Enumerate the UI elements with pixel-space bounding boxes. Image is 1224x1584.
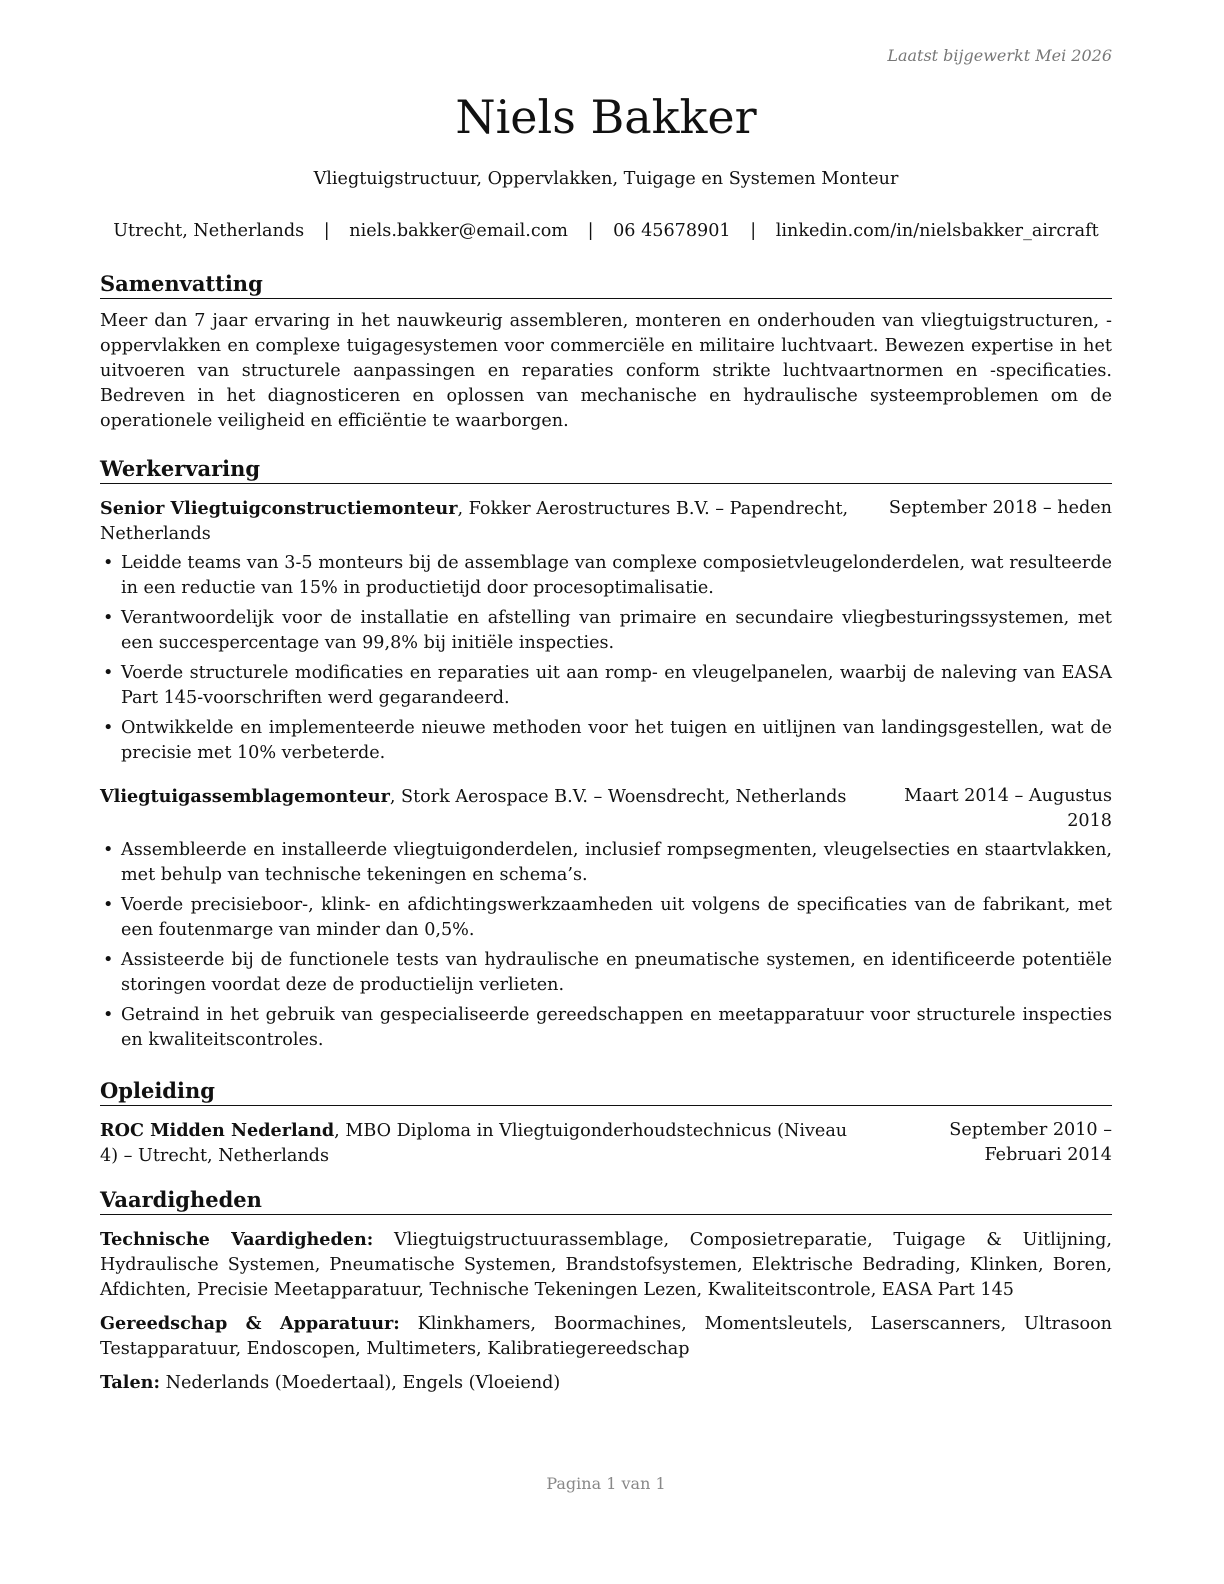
section-title-summary: Samenvatting (100, 270, 1112, 299)
job-dates: Maart 2014 – Augustus 2018 (904, 786, 1112, 831)
candidate-name: Niels Bakker (455, 90, 757, 144)
list-item: • Assembleerde en installeerde vliegtuigonderdelen, inclusief rompsegmenten, vleugelsecties en staartvlakken, met behulp van technische tekeningen en schema’s. (100, 838, 1112, 888)
job-header (100, 784, 1112, 834)
job-subtitle: Vliegtuigstructuur, Oppervlakken, Tuigage en Systemen Monteur (313, 169, 899, 189)
list-item: • Verantwoordelijk voor de installatie en afstelling van primaire en secundaire vliegbesturingssystemen, met een succespercentage van 99,8% bij initiële inspecties. (100, 606, 1112, 656)
skill-label: Talen: (100, 1372, 160, 1393)
skill-row (100, 1311, 1112, 1362)
job-entry (100, 496, 1112, 766)
skill-row (100, 1370, 1112, 1396)
page-number: Pagina 1 van 1 (546, 1474, 666, 1493)
skill-value: Klinkhamers, Boormachines, Momentsleutels, Laserscanners, Ultrasoon Testapparatuur, Endoscopen, Multimeters, Kalibratiegereedschap (100, 1314, 1112, 1359)
education-school: ROC Midden Nederland (100, 1120, 335, 1141)
list-item: • Ontwikkelde en implementeerde nieuwe methoden voor het tuigen en uitlijnen van landingsgestellen, wat de precisie met 10% verbeterde. (100, 716, 1112, 766)
job-role: Vliegtuigassemblagemonteur (100, 786, 390, 807)
section-title-experience: Werkervaring (100, 455, 1112, 484)
list-item: • Assisteerde bij de functionele tests van hydraulische en pneumatische systemen, en identificeerde potentiële storingen voordat deze de productielijn verlieten. (100, 948, 1112, 998)
summary-section (100, 270, 1112, 434)
list-item: • Voerde structurele modificaties en reparaties uit aan romp- en vleugelpanelen, waarbij de naleving van EASA Part 145-voorschriften werd gegarandeerd. (100, 661, 1112, 711)
skill-label: Technische Vaardigheden: (100, 1229, 374, 1250)
contact-line (100, 219, 1112, 244)
experience-section (100, 455, 1112, 1058)
contact-email[interactable]: niels.bakker@email.com (349, 221, 568, 241)
job-company: , Fokker Aerostructures B.V. – Papendrecht, Netherlands (100, 499, 849, 544)
skill-value: Nederlands (Moedertaal), Engels (Vloeiend) (165, 1373, 561, 1393)
education-degree: , MBO Diploma in Vliegtuigonderhoudstechnicus (Niveau 4) – Utrecht, Netherlands (100, 1121, 848, 1166)
skill-value: Vliegtuigstructuurassemblage, Composietreparatie, Tuigage & Uitlijning, Hydraulische Systemen, Pneumatische Systemen, Brandstofsystemen, Elektrische Bedrading, Klinken, Boren, Afdichten, Precisie Meetapparatuur, Technische Tekeningen Lezen, Kwaliteitscontrole, EASA Part 145 (100, 1230, 1113, 1300)
contact-separator: | (587, 221, 594, 241)
skill-row (100, 1227, 1112, 1303)
job-dates: September 2018 – heden (888, 498, 1112, 518)
job-bullets (100, 551, 1112, 766)
resume-page (100, 0, 1112, 1584)
skills-section (100, 1186, 1112, 1404)
section-title-skills: Vaardigheden (100, 1186, 1112, 1215)
education-entry (100, 1118, 1112, 1169)
contact-separator: | (323, 221, 330, 241)
last-updated: Laatst bijgewerkt Mei 2026 (887, 46, 1112, 65)
job-bullets (100, 838, 1112, 1053)
contact-location: Utrecht, Netherlands (113, 221, 305, 241)
contact-linkedin[interactable]: linkedin.com/in/nielsbakker_aircraft (775, 221, 1099, 241)
list-item: • Voerde precisieboor-, klink- en afdichtingswerkzaamheden uit volgens de specificaties van de fabrikant, met een foutenmarge van minder dan 0,5%. (100, 893, 1112, 943)
job-role: Senior Vliegtuigconstructiemonteur (100, 498, 458, 519)
job-header (100, 496, 1112, 547)
job-company: , Stork Aerospace B.V. – Woensdrecht, Netherlands (389, 787, 847, 807)
education-section (100, 1077, 1112, 1169)
list-item: • Leidde teams van 3-5 monteurs bij de assemblage van complexe composietvleugelonderdelen, wat resulteerde in een reductie van 15% in productietijd door procesoptimalisatie. (100, 551, 1112, 601)
contact-separator: | (750, 221, 757, 241)
education-dates: September 2010 – Februari 2014 (949, 1120, 1112, 1165)
section-title-education: Opleiding (100, 1077, 1112, 1106)
job-entry (100, 784, 1112, 1053)
skill-label: Gereedschap & Apparatuur: (100, 1313, 400, 1334)
summary-text: Meer dan 7 jaar ervaring in het nauwkeurig assembleren, monteren en onderhouden van vliegtuigstructuren, -oppervlakken en complexe tuigagesystemen voor commerciële en militaire luchtvaart. Bewezen expertise in het uitvoeren van structurele aanpassingen en reparaties conform strikte luchtvaartnormen en -specificaties. Bedreven in het diagnosticeren en oplossen van mechanische en hydraulische systeemproblemen om de operationele veiligheid en efficiëntie te waarborgen. (100, 311, 1112, 431)
list-item: • Getraind in het gebruik van gespecialiseerde gereedschappen en meetapparatuur voor structurele inspecties en kwaliteitscontroles. (100, 1003, 1112, 1053)
contact-phone: 06 45678901 (613, 221, 731, 241)
